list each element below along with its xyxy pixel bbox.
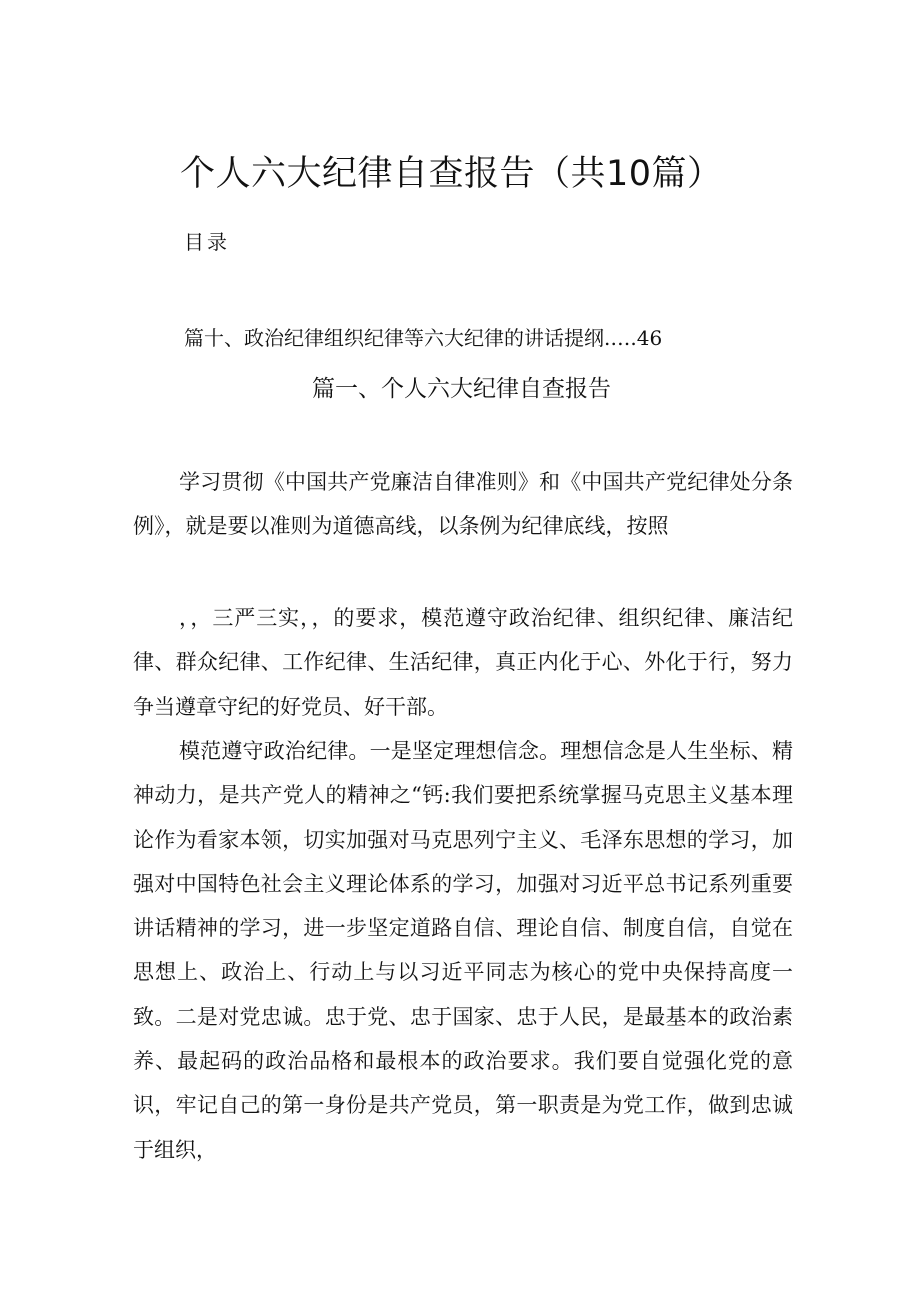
document-title: 个人六大纪律自查报告（共10篇） xyxy=(180,154,723,194)
body-paragraph: 学习贯彻《中国共产党廉洁自律准则》和《中国共产党纪律处分条例》，就是要以准则为道德高线，以条例为纪律底线，按照 xyxy=(133,470,793,539)
body-paragraph: ，，三严三实，，的要求，模范遵守政治纪律、组织纪律、廉洁纪律、群众纪律、工作纪律、生活纪律，真正内化于心、外化于行，努力争当遵章守纪的好党员、好干部。 xyxy=(133,606,793,719)
toc-entry[interactable]: 篇十、政治纪律组织纪律等六大纪律的讲话提纲.….46 xyxy=(184,326,663,350)
toc-heading: 目录 xyxy=(184,230,230,254)
body-paragraph: 模范遵守政治纪律。一是坚定理想信念。理想信念是人生坐标、精神动力，是共产党人的精神之“钙:我们要把系统掌握马克思主义基本理论作为看家本领，切实加强对马克思列宁主义、毛泽东思想的学习，加强对中国特色社会主义理论体系的学习，加强对习近平总书记系列重要讲话精神的学习，进一步坚定道路自信、理论自信、制度自信，自觉在思想上、政治上、行动上与以习近平同志为核心的党中央保持高度一致。二是对党忠诚。忠于党、忠于国家、忠于人民，是最基本的政治素养、最起码的政治品格和最根本的政治要求。我们要自觉强化党的意识，牢记自己的第一身份是共产党员，第一职责是为党工作，做到忠诚于组织， xyxy=(133,739,793,1162)
section-title: 篇一、个人六大纪律自查报告 xyxy=(312,376,611,402)
